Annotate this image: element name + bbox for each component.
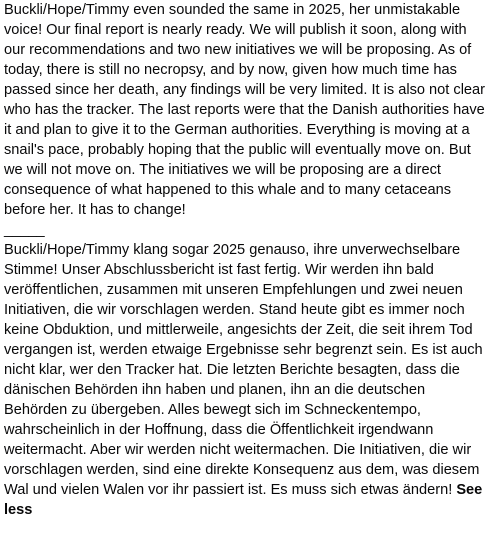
post-paragraph-english: Buckli/Hope/Timmy even sounded the same in 2025, her unmistakable voice! Our final report is nearly ready. We will publish it soon, along with our recommendations and two new initiatives we will be proposing. As of today, there is still no necropsy, and by now, given how much time has passed since her death, any findings will be very limited. It is also not clear who has the tracker. The last reports were that the Danish authorities have it and plan to give it to the German authorities. Everything is moving at a snail's pace, probably hoping that the public will eventually move on. But we will not move on. The initiatives we will be proposing are a direct consequence of what happened to this whale and to many cetaceans before her. It has to change! xyxy=(4,2,486,218)
post-paragraph-german xyxy=(4,240,491,520)
post-paragraph-german-text: Buckli/Hope/Timmy klang sogar 2025 genauso, ihre unverwechselbare Stimme! Unser Abschlussbericht ist fast fertig. Wir werden ihn bald veröffentlichen, zusammen mit unseren Empfehlungen und zwei neuen Initiativen, die wir vorschlagen werden. Stand heute gibt es immer noch keine Obduktion, und mittlerweile, angesichts der Zeit, die seit ihrem Tod vergangen ist, werden etwaige Ergebnisse sehr begrenzt sein. Es ist auch nicht klar, wer den Tracker hat. Die letzten Berichte besagten, dass die dänischen Behörden ihn haben und planen, ihn an die deutschen Behörden zu übergeben. Alles bewegt sich im Schneckentempo, wahrscheinlich in der Hoffnung, dass die Öffentlichkeit irgendwann weitermacht. Aber wir werden nicht weitermachen. Die Initiativen, die wir vorschlagen werden, sind eine direkte Konsequenz aus dem, was diesem Wal und vielen Walen vor ihr passiert ist. Es muss sich etwas ändern! xyxy=(4,242,483,498)
see-less-link[interactable]: See less xyxy=(4,482,483,518)
post-separator: _____ xyxy=(4,222,45,238)
